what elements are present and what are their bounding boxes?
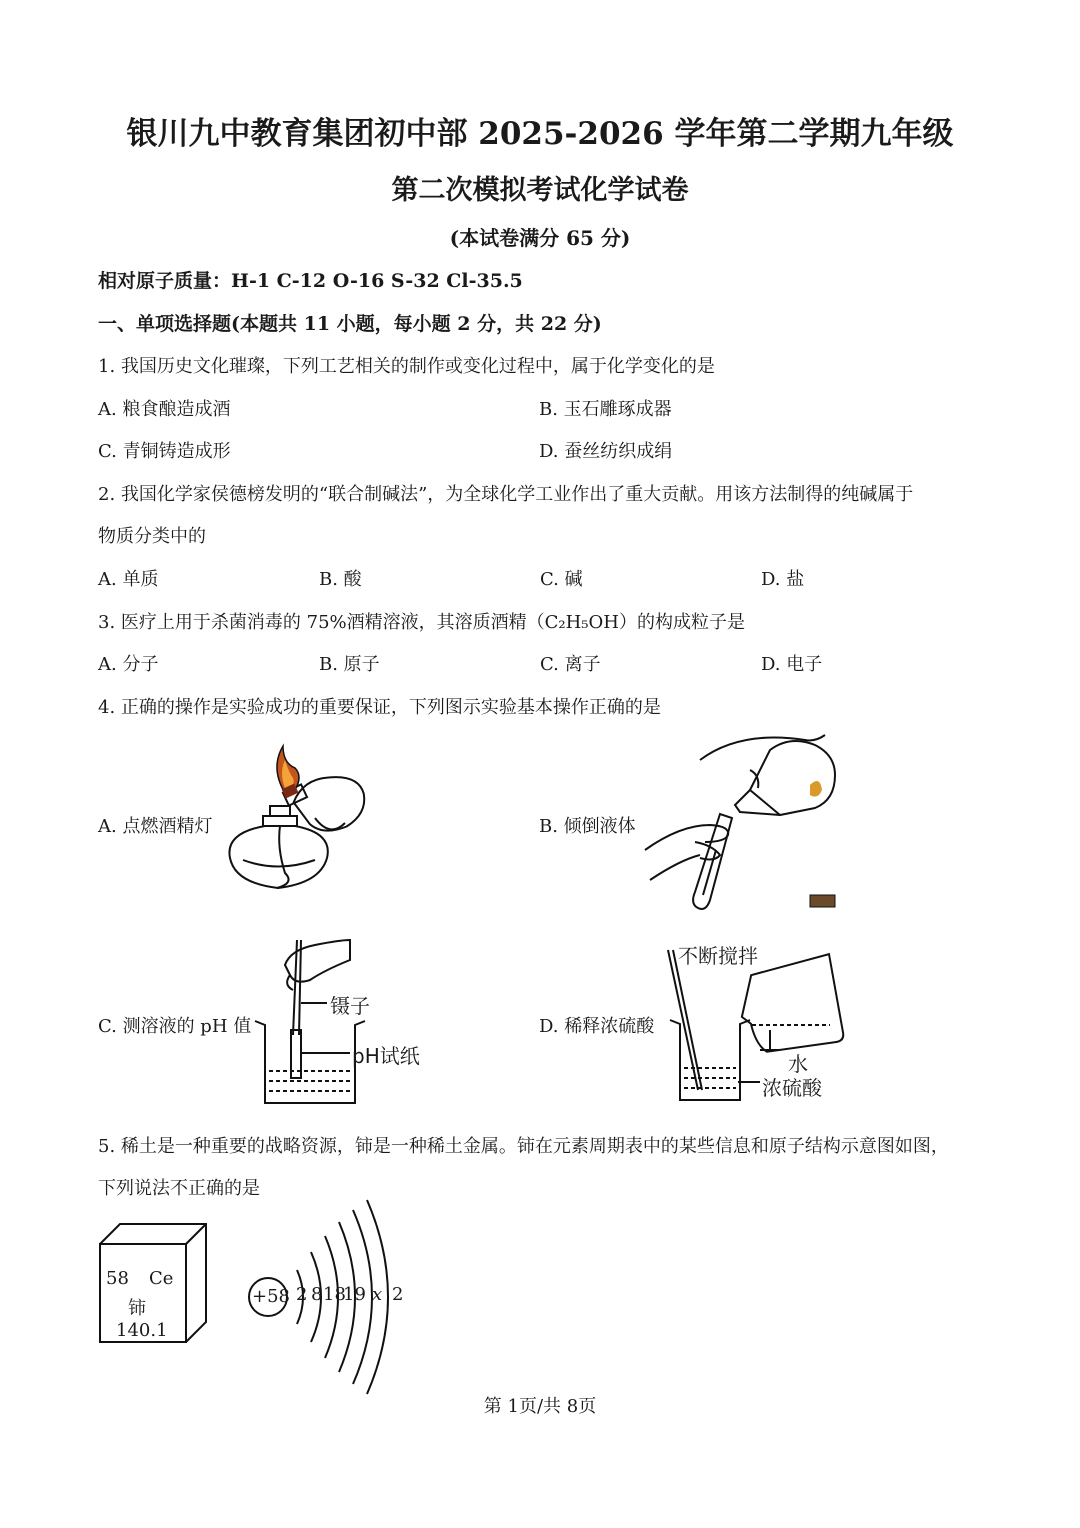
element-number: 58 <box>106 1268 129 1289</box>
shell-4: 19 <box>343 1284 366 1305</box>
option-a[interactable]: A. 单质 <box>98 569 159 590</box>
ph-paper-label: pH试纸 <box>352 1044 420 1068</box>
score-note: (本试卷满分 65 分) <box>449 226 631 250</box>
element-name: 铈 <box>128 1298 146 1319</box>
page-number: 第 1页/共 8页 <box>483 1396 597 1417</box>
exam-title: 银川九中教育集团初中部 2025-2026 学年第二学期九年级 <box>126 116 954 152</box>
question-2-stem-line2: 物质分类中的 <box>98 526 206 547</box>
option-c[interactable]: C. 离子 <box>540 654 601 675</box>
question-3-options <box>98 650 998 676</box>
element-symbol: Ce <box>149 1268 174 1289</box>
alcohol-lamp-figure <box>215 738 385 908</box>
option-b[interactable]: B. 酸 <box>319 569 362 590</box>
question-4-stem: 4. 正确的操作是实验成功的重要保证，下列图示实验基本操作正确的是 <box>98 697 661 718</box>
question-1-stem: 1. 我国历史文化璀璨，下列工艺相关的制作或变化过程中，属于化学变化的是 <box>98 356 715 377</box>
tweezers-label: 镊子 <box>330 994 370 1018</box>
shell-3: 18 <box>323 1284 346 1305</box>
nucleus-charge: +58 <box>252 1286 290 1307</box>
element-mass: 140.1 <box>116 1320 168 1341</box>
stir-label: 不断搅拌 <box>678 944 758 968</box>
question-5-stem-line2: 下列说法不正确的是 <box>98 1178 260 1199</box>
option-d-label[interactable]: D. 稀释浓硫酸 <box>539 1016 655 1037</box>
option-b-label[interactable]: B. 倾倒液体 <box>539 816 636 837</box>
option-d[interactable]: D. 蚕丝纺织成绢 <box>539 441 673 462</box>
option-d[interactable]: D. 电子 <box>761 654 823 675</box>
water-label: 水 <box>788 1052 808 1076</box>
option-c-label[interactable]: C. 测溶液的 pH 值 <box>98 1016 252 1037</box>
ph-test-figure <box>255 935 475 1110</box>
exam-subtitle: 第二次模拟考试化学试卷 <box>391 175 689 206</box>
shell-6: 2 <box>392 1284 404 1305</box>
acid-label: 浓硫酸 <box>762 1076 822 1100</box>
question-1-options-row2 <box>98 437 998 463</box>
shell-1: 2 <box>296 1284 308 1305</box>
question-5-stem-line1: 5. 稀土是一种重要的战略资源，铈是一种稀土金属。铈在元素周期表中的某些信息和原子结构示意图如图， <box>98 1136 949 1157</box>
question-1-options-row1 <box>98 395 998 421</box>
pouring-liquid-figure <box>640 730 850 915</box>
question-2-stem-line1: 2. 我国化学家侯德榜发明的“联合制碱法”，为全球化学工业作出了重大贡献。用该方法制得的纯碱属于 <box>98 484 914 505</box>
option-b[interactable]: B. 玉石雕琢成器 <box>539 399 672 420</box>
question-2-options <box>98 565 998 591</box>
option-a[interactable]: A. 粮食酿造成酒 <box>98 399 231 420</box>
option-a[interactable]: A. 分子 <box>98 654 159 675</box>
option-a-label[interactable]: A. 点燃酒精灯 <box>98 816 213 837</box>
shell-2: 8 <box>311 1284 323 1305</box>
option-d[interactable]: D. 盐 <box>761 569 805 590</box>
shell-5: x <box>372 1284 383 1305</box>
atomic-masses: 相对原子质量：H-1 C-12 O-16 S-32 Cl-35.5 <box>98 270 523 292</box>
option-b[interactable]: B. 原子 <box>319 654 380 675</box>
section-heading: 一、单项选择题(本题共 11 小题，每小题 2 分，共 22 分) <box>98 313 602 335</box>
question-3-stem: 3. 医疗上用于杀菌消毒的 75%酒精溶液，其溶质酒精（C₂H₅OH）的构成粒子是 <box>98 612 745 633</box>
option-c[interactable]: C. 青铜铸造成形 <box>98 441 231 462</box>
option-c[interactable]: C. 碱 <box>540 569 583 590</box>
